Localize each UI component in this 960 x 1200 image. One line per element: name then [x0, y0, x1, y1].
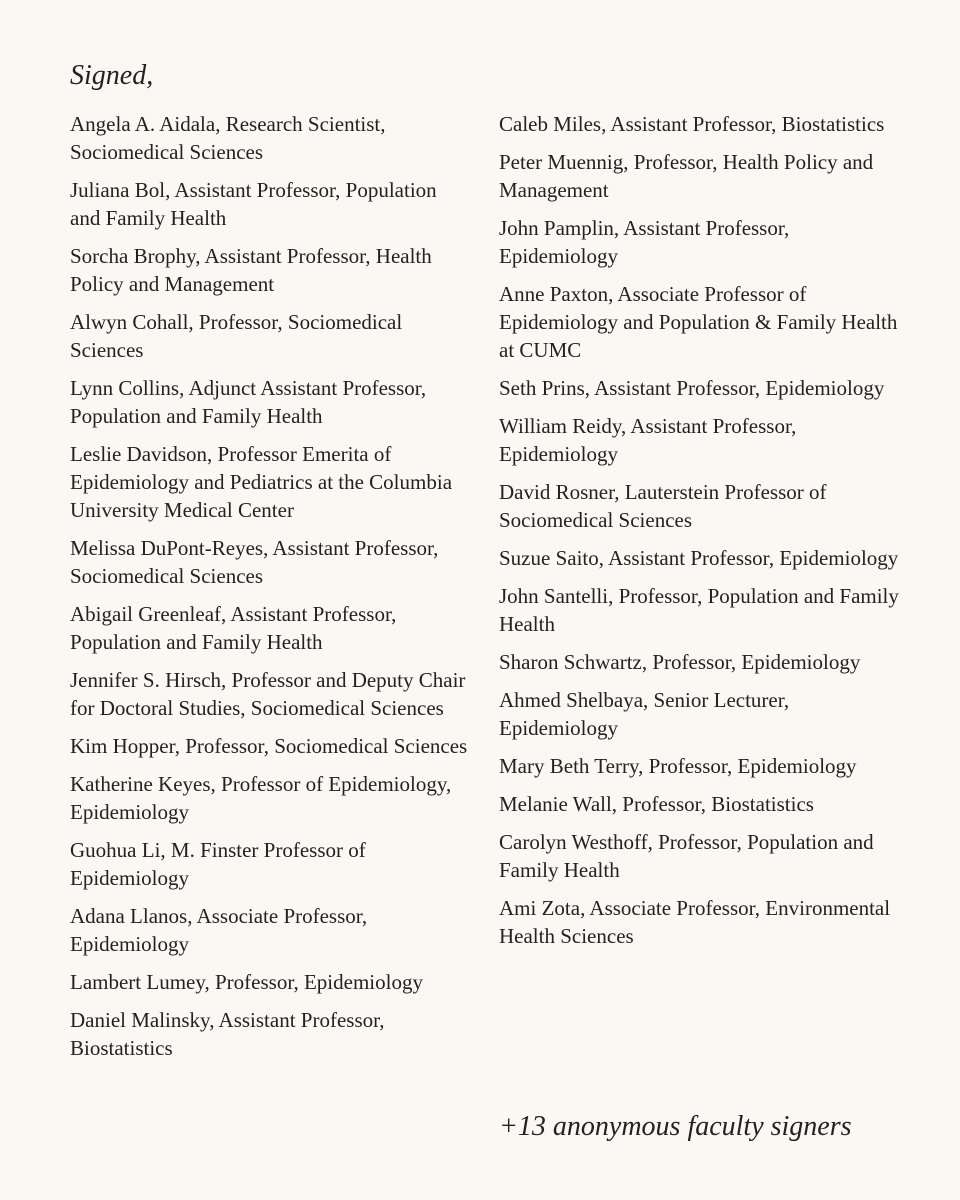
signer-entry: William Reidy, Assistant Professor, Epidemiology	[499, 414, 797, 466]
signer-entry: Angela A. Aidala, Research Scientist, Sociomedical Sciences	[70, 112, 386, 164]
signer-entry: Mary Beth Terry, Professor, Epidemiology	[499, 754, 857, 778]
signer-entry: Lynn Collins, Adjunct Assistant Professor, Population and Family Health	[70, 376, 427, 428]
signer-entry: Melanie Wall, Professor, Biostatistics	[499, 792, 814, 816]
signer-entry: John Pamplin, Assistant Professor, Epidemiology	[499, 216, 790, 268]
signer-entry: John Santelli, Professor, Population and Family Health	[499, 584, 899, 636]
signer-entry: Ahmed Shelbaya, Senior Lecturer, Epidemiology	[499, 688, 790, 740]
signer-entry: Juliana Bol, Assistant Professor, Population and Family Health	[70, 178, 437, 230]
signer-entry: Katherine Keyes, Professor of Epidemiology, Epidemiology	[70, 772, 452, 824]
signer-entry: Kim Hopper, Professor, Sociomedical Sciences	[70, 734, 468, 758]
signer-entry: Jennifer S. Hirsch, Professor and Deputy Chair for Doctoral Studies, Sociomedical Sciences	[70, 668, 466, 720]
signer-entry: Ami Zota, Associate Professor, Environmental Health Sciences	[499, 896, 891, 948]
anonymous-signers-note: +13 anonymous faculty signers	[499, 1111, 852, 1142]
signers-right-column	[499, 110, 899, 960]
signer-entry: Carolyn Westhoff, Professor, Population and Family Health	[499, 830, 874, 882]
signer-entry: Suzue Saito, Assistant Professor, Epidemiology	[499, 546, 899, 570]
signer-entry: Lambert Lumey, Professor, Epidemiology	[70, 970, 423, 994]
signer-entry: Sharon Schwartz, Professor, Epidemiology	[499, 650, 861, 674]
signer-entry: Daniel Malinsky, Assistant Professor, Biostatistics	[70, 1008, 385, 1060]
signer-entry: David Rosner, Lauterstein Professor of Sociomedical Sciences	[499, 480, 827, 532]
signer-entry: Caleb Miles, Assistant Professor, Biostatistics	[499, 112, 885, 136]
signer-entry: Alwyn Cohall, Professor, Sociomedical Sciences	[70, 310, 403, 362]
signer-entry: Melissa DuPont-Reyes, Assistant Professor, Sociomedical Sciences	[70, 536, 439, 588]
signer-entry: Seth Prins, Assistant Professor, Epidemiology	[499, 376, 885, 400]
signer-entry: Adana Llanos, Associate Professor, Epidemiology	[70, 904, 368, 956]
signer-entry: Anne Paxton, Associate Professor of Epidemiology and Population & Family Health at CUMC	[499, 282, 898, 362]
signer-entry: Peter Muennig, Professor, Health Policy and Management	[499, 150, 874, 202]
signers-left-column	[70, 110, 470, 1072]
signer-entry: Guohua Li, M. Finster Professor of Epidemiology	[70, 838, 366, 890]
signer-entry: Abigail Greenleaf, Assistant Professor, Population and Family Health	[70, 602, 397, 654]
signed-heading: Signed,	[70, 60, 154, 91]
signer-entry: Leslie Davidson, Professor Emerita of Epidemiology and Pediatrics at the Columbia University Medical Center	[70, 442, 453, 522]
signer-entry: Sorcha Brophy, Assistant Professor, Health Policy and Management	[70, 244, 432, 296]
